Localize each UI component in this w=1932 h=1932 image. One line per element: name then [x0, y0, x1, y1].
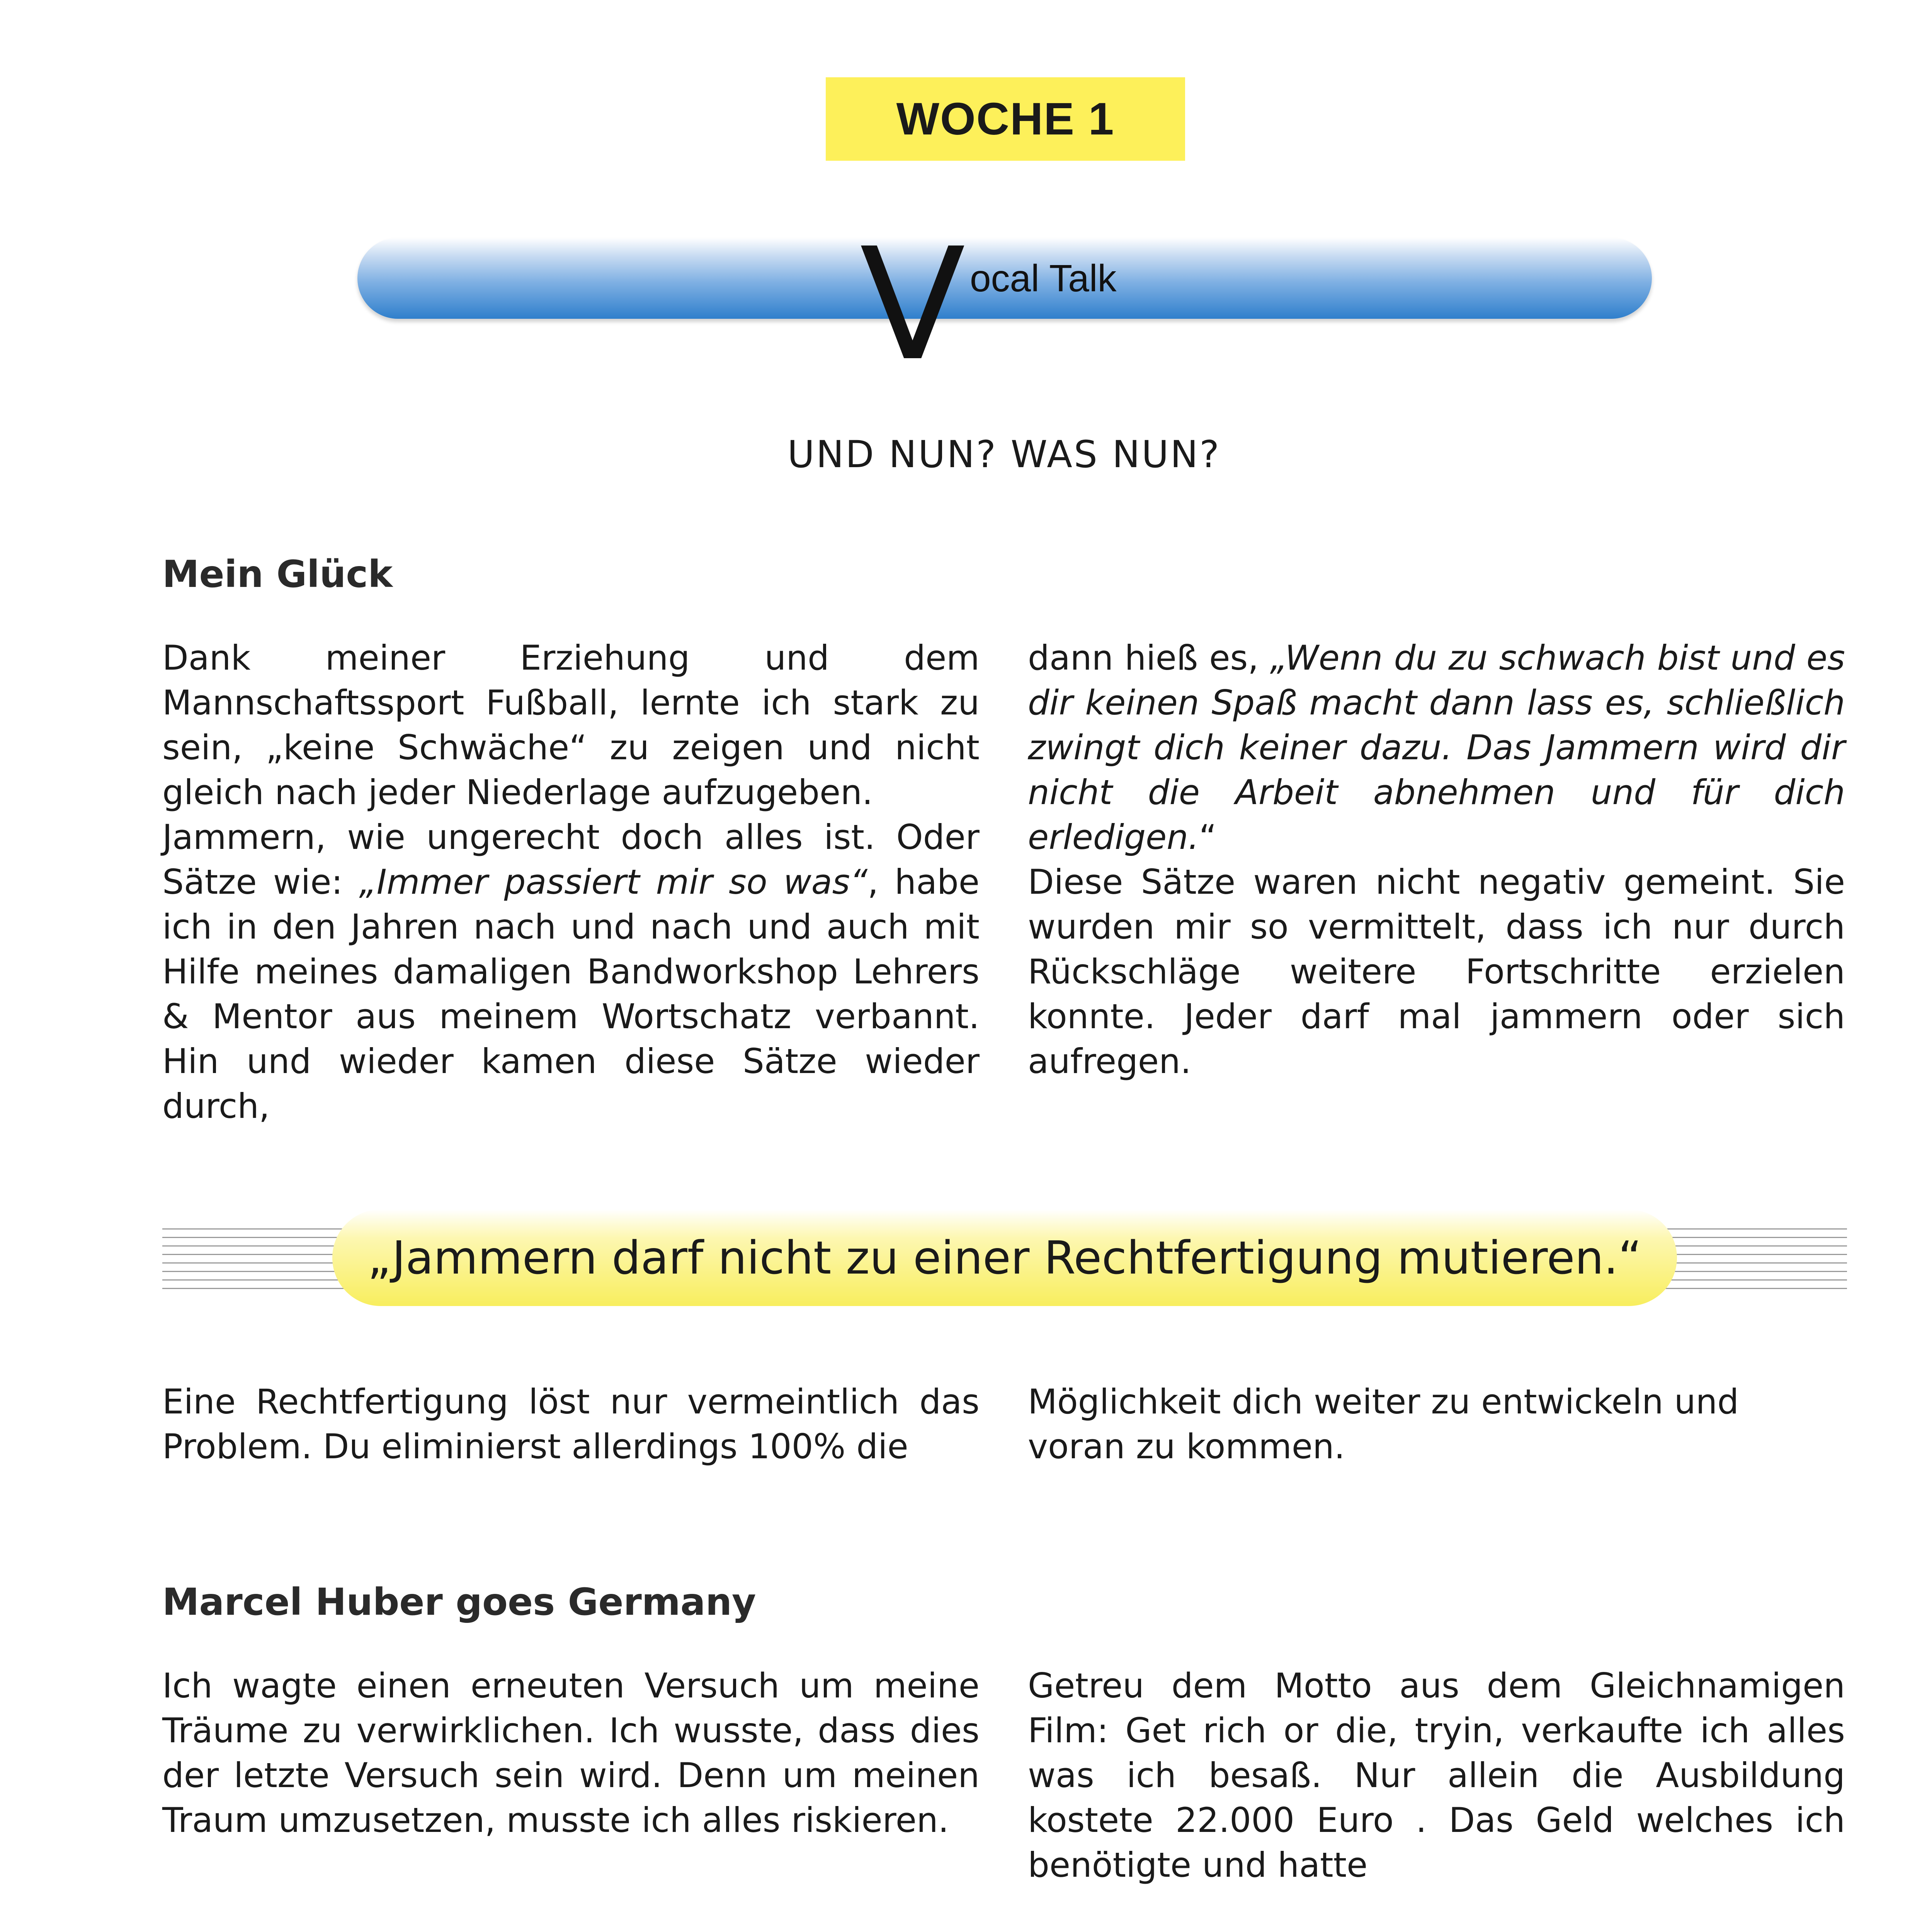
article1-right-paragraph-2: Diese Sätze waren nicht negativ gemeint. Sie wurden mir so vermittelt, dass ich nur durch Rückschläge weitere Fortschritte erzielen konnte. Jeder darf mal jammern oder sich aufregen.: [1028, 862, 1845, 1081]
article-heading-marcel-huber: Marcel Huber goes Germany: [162, 1580, 756, 1624]
page-subtitle: UND NUN? WAS NUN?: [787, 433, 1221, 476]
article2-left-text: Eine Rechtfertigung löst nur vermeintlich das Problem. Du eliminierst allerdings 100% die: [162, 1382, 980, 1466]
article2-right-text: Möglichkeit dich weiter zu entwickeln und voran zu kommen.: [1028, 1382, 1739, 1466]
section-title: ocal Talk: [970, 257, 1117, 299]
section-initial: V: [860, 215, 966, 395]
article1-left-paragraph-1: Dank meiner Erziehung und dem Mannschaftssport Fußball, lernte ich stark zu sein, „keine Schwäche“ zu zeigen und nicht gleich nach jeder Niederlage aufzugeben.: [162, 638, 980, 812]
article-heading-mein-glueck: Mein Glück: [162, 553, 393, 596]
article1-left-paragraph-2: Jammern, wie ungerecht doch alles ist. Oder Sätze wie: „Immer passiert mir so was“, habe ich in den Jahren nach und nach und auch mit Hilfe meines damaligen Bandworkshop Lehrers & Mentor aus meinem Wortschatz verbannt. Hin und wieder kamen diese Sätze wieder durch,: [162, 817, 980, 1126]
article1-right-paragraph-1: dann hieß es, „Wenn du zu schwach bist und es dir keinen Spaß macht dann lass es, schließlich zwingt dich keiner dazu. Das Jammern wird dir nicht die Arbeit abnehmen und für dich erledigen.“: [1028, 638, 1845, 857]
article3-left-text: Ich wagte einen erneuten Versuch um meine Träume zu verwirklichen. Ich wusste, dass dies der letzte Versuch sein wird. Denn um meinen Traum umzusetzen, musste ich alles riskieren.: [162, 1666, 980, 1840]
week-label: WOCHE 1: [826, 77, 1185, 161]
article3-right-text: Getreu dem Motto aus dem Gleichnamigen Film: Get rich or die, tryin, verkaufte ich alles was ich besaß. Nur allein die Ausbildung kostete 22.000 Euro . Das Geld welches ich benötigte und hatte: [1028, 1666, 1845, 1885]
pull-quote: „Jammern darf nicht zu einer Rechtfertigung mutieren.“: [332, 1209, 1677, 1306]
